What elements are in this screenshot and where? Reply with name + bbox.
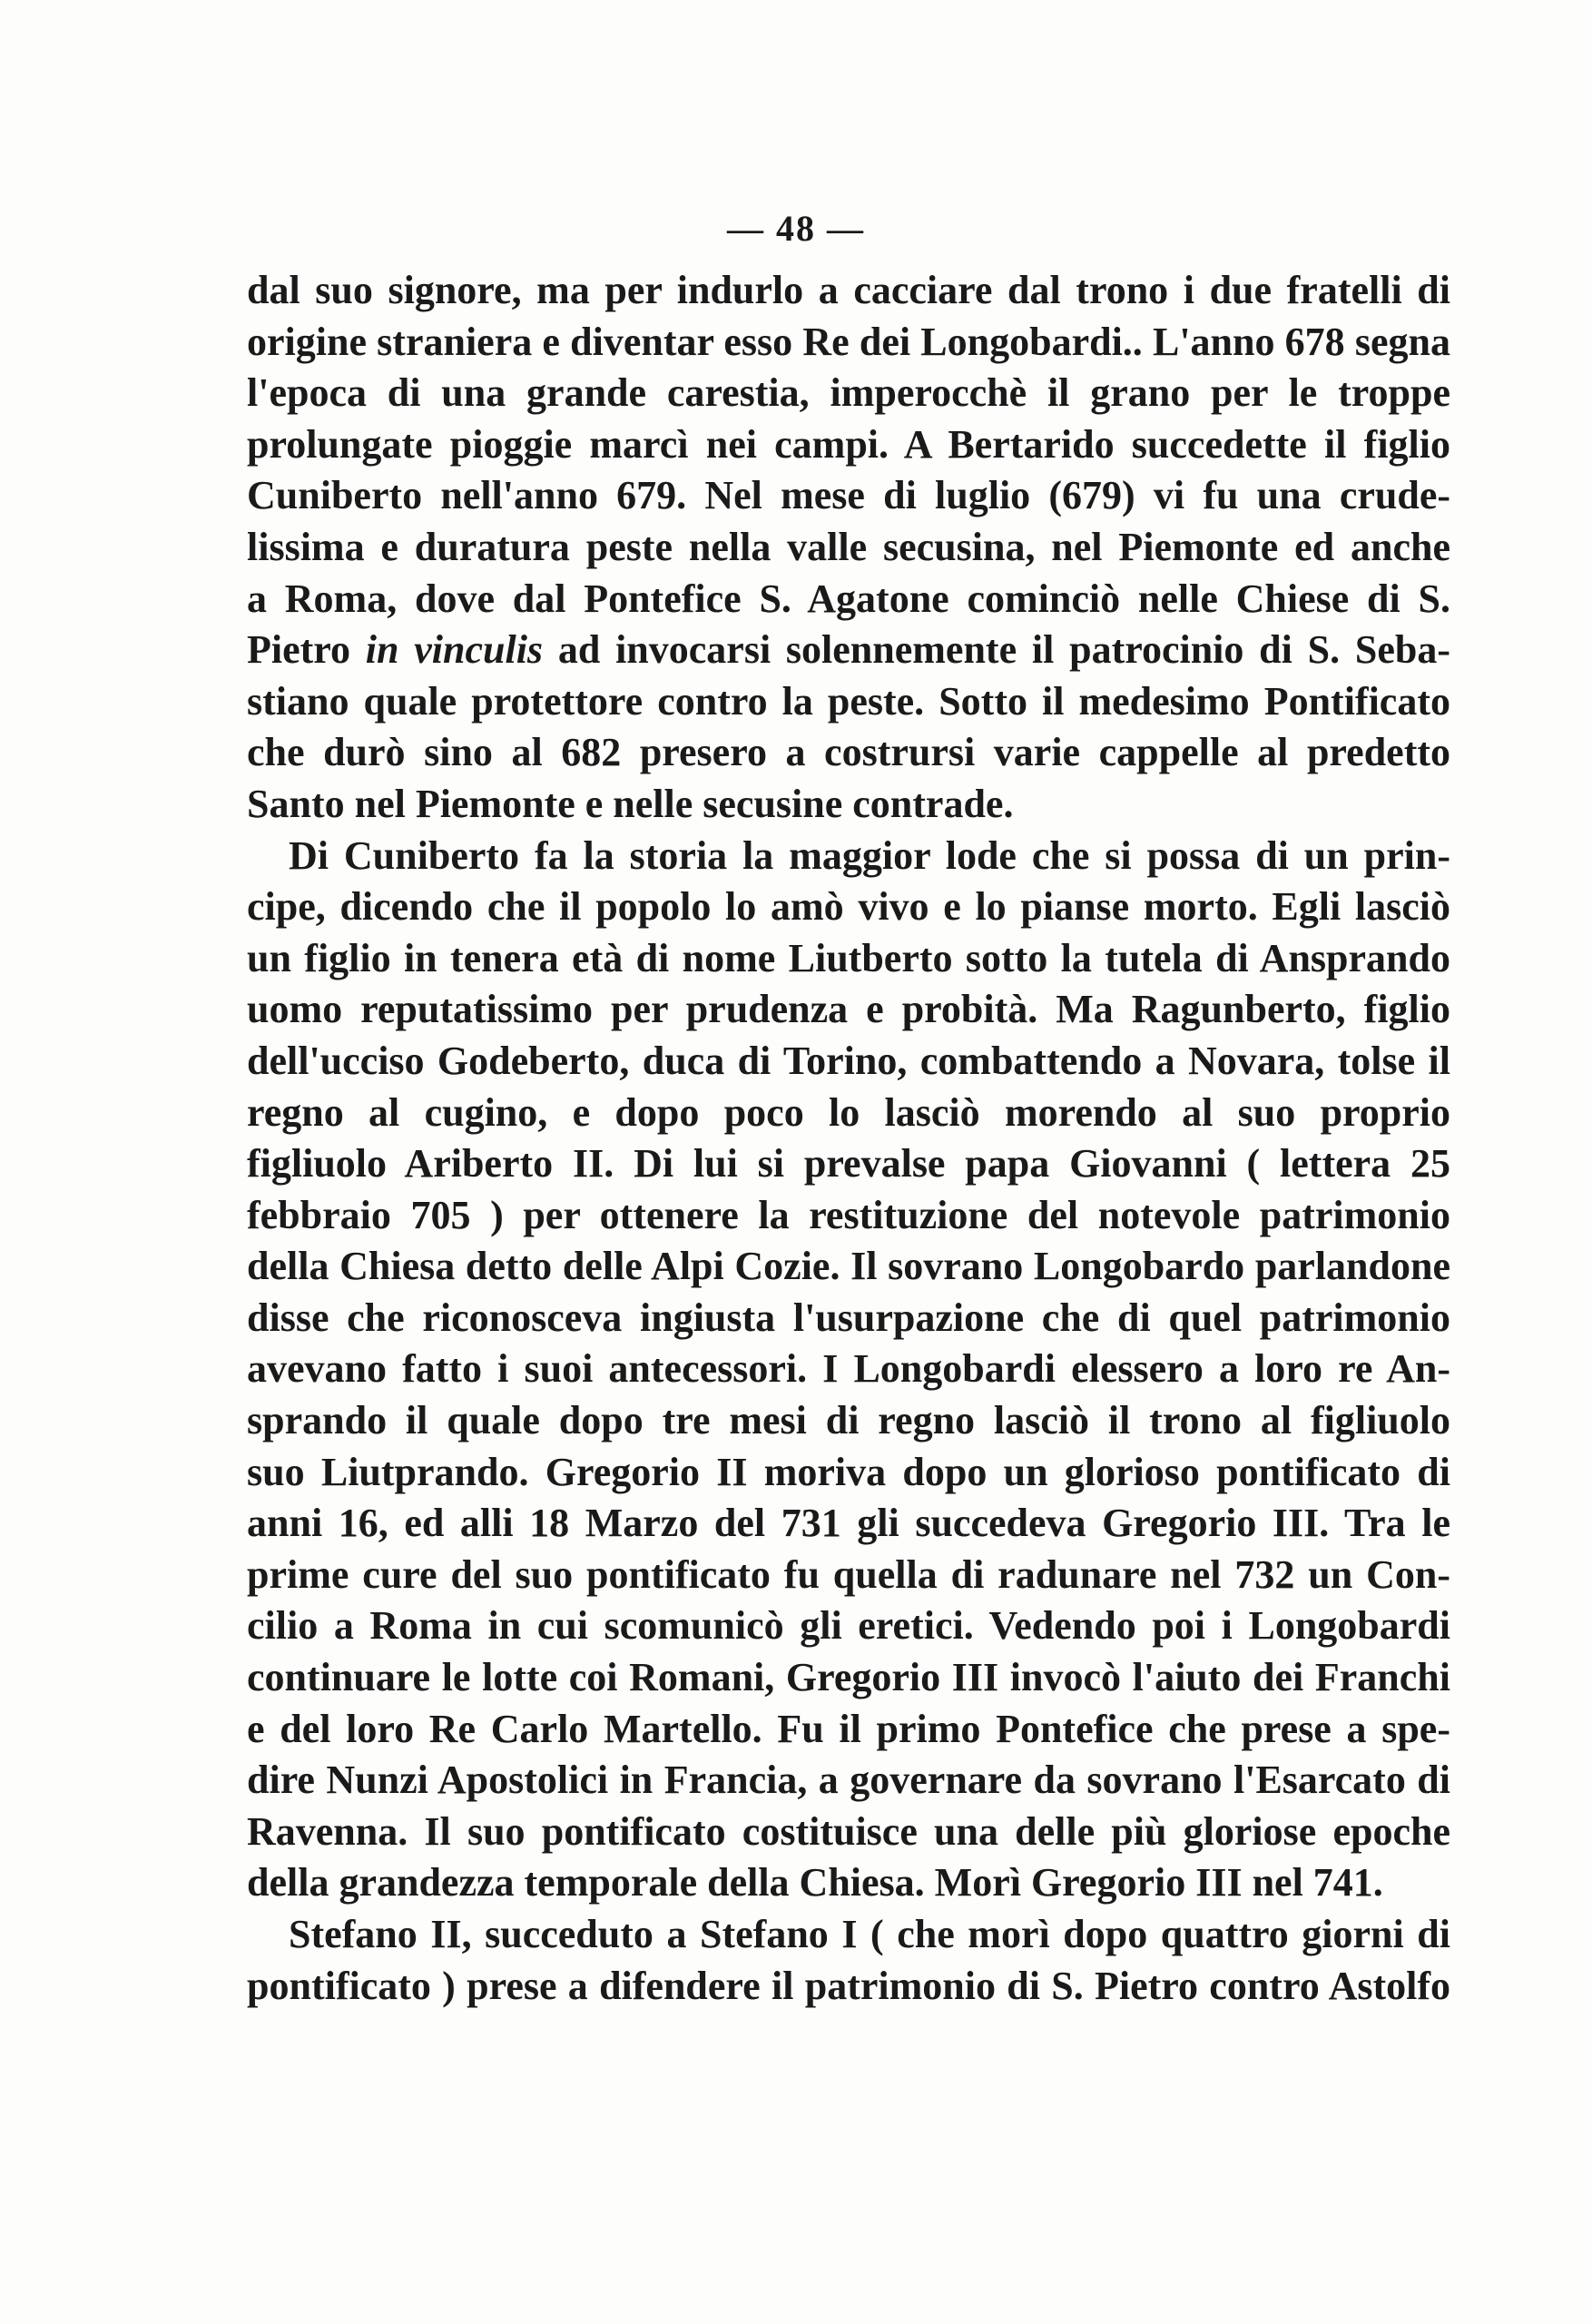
text-line: origine straniera e diventar esso Re dei Longobardi.. L'anno 678 segna: [247, 319, 1450, 364]
text-line: della Chiesa detto delle Alpi Cozie. Il sovrano Longobardo parlandone: [247, 1244, 1450, 1289]
text-line: che durò sino al 682 presero a costrursi varie cappelle al predetto: [247, 730, 1450, 775]
text-line: Ravenna. Il suo pontificato costituisce una delle più gloriose epoche: [247, 1808, 1450, 1854]
text-line: [247, 625, 1450, 676]
text-line: pontificato ) prese a difendere il patrimonio di S. Pietro contro Astolfo: [247, 1963, 1450, 2008]
text-line: dal suo signore, ma per indurlo a cacciare dal trono i due fratelli di: [247, 268, 1450, 312]
text-line: sprando il quale dopo tre mesi di regno lasciò il trono al figliuolo: [247, 1398, 1450, 1443]
text-line: Stefano II, succeduto a Stefano I ( che morì dopo quattro giorni di: [289, 1912, 1450, 1956]
text-line: figliuolo Ariberto II. Di lui si prevalse papa Giovanni ( lettera 25: [247, 1141, 1450, 1187]
text-run: Pietro: [247, 627, 366, 673]
text-line: Di Cuniberto fa la storia la maggior lode che si possa di un prin-: [289, 832, 1450, 878]
text-line: prime cure del suo pontificato fu quella di radunare nel 732 un Con-: [247, 1551, 1450, 1597]
text-run: ad invocarsi solennemente il patrocinio di S. Seba-: [543, 627, 1450, 673]
text-line: Santo nel Piemonte e nelle secusine contrade.: [247, 781, 1014, 826]
italic-phrase: in vinculis: [365, 627, 544, 673]
text-line: l'epoca di una grande carestia, imperocchè il grano per le troppe: [247, 370, 1450, 416]
text-line: della grandezza temporale della Chiesa. Morì Gregorio III nel 741.: [247, 1860, 1383, 1905]
text-line: a Roma, dove dal Pontefice S. Agatone cominciò nelle Chiese di S.: [247, 576, 1450, 621]
page-number: — 48 —: [727, 208, 865, 249]
body-text: [247, 265, 1450, 2012]
text-line: dell'ucciso Godeberto, duca di Torino, combattendo a Novara, tolse il: [247, 1038, 1450, 1083]
text-line: cipe, dicendo che il popolo lo amò vivo e lo pianse morto. Egli lasciò: [247, 884, 1450, 930]
text-line: stiano quale protettore contro la peste. Sotto il medesimo Pontificato: [247, 678, 1450, 724]
text-line: e del loro Re Carlo Martello. Fu il primo Pontefice che prese a spe-: [247, 1706, 1450, 1751]
text-line: anni 16, ed alli 18 Marzo del 731 gli succedeva Gregorio III. Tra le: [247, 1501, 1450, 1546]
text-line: dire Nunzi Apostolici in Francia, a governare da sovrano l'Esarcato di: [247, 1758, 1450, 1803]
text-line: regno al cugino, e dopo poco lo lasciò morendo al suo proprio: [247, 1089, 1450, 1135]
text-line: prolungate pioggie marcì nei campi. A Bertarido succedette il figlio: [247, 421, 1450, 467]
text-line: cilio a Roma in cui scomunicò gli eretici. Vedendo poi i Longobardi: [247, 1603, 1450, 1649]
text-line: lissima e duratura peste nella valle secusina, nel Piemonte ed anche: [247, 524, 1450, 569]
text-line: uomo reputatissimo per prudenza e probità. Ma Ragunberto, figlio: [247, 987, 1450, 1032]
text-line: febbraio 705 ) per ottenere la restituzione del notevole patrimonio: [247, 1192, 1450, 1237]
text-line: un figlio in tenera età di nome Liutberto sotto la tutela di Ansprando: [247, 935, 1450, 980]
text-line: avevano fatto i suoi antecessori. I Longobardi elessero a loro re An-: [247, 1346, 1450, 1392]
text-line: disse che riconosceva ingiusta l'usurpazione che di quel patrimonio: [247, 1295, 1450, 1340]
text-line: suo Liutprando. Gregorio II moriva dopo un glorioso pontificato di: [247, 1449, 1450, 1494]
text-line: Cuniberto nell'anno 679. Nel mese di luglio (679) vi fu una crude-: [247, 473, 1450, 518]
text-line: continuare le lotte coi Romani, Gregorio III invocò l'aiuto dei Franchi: [247, 1655, 1450, 1700]
